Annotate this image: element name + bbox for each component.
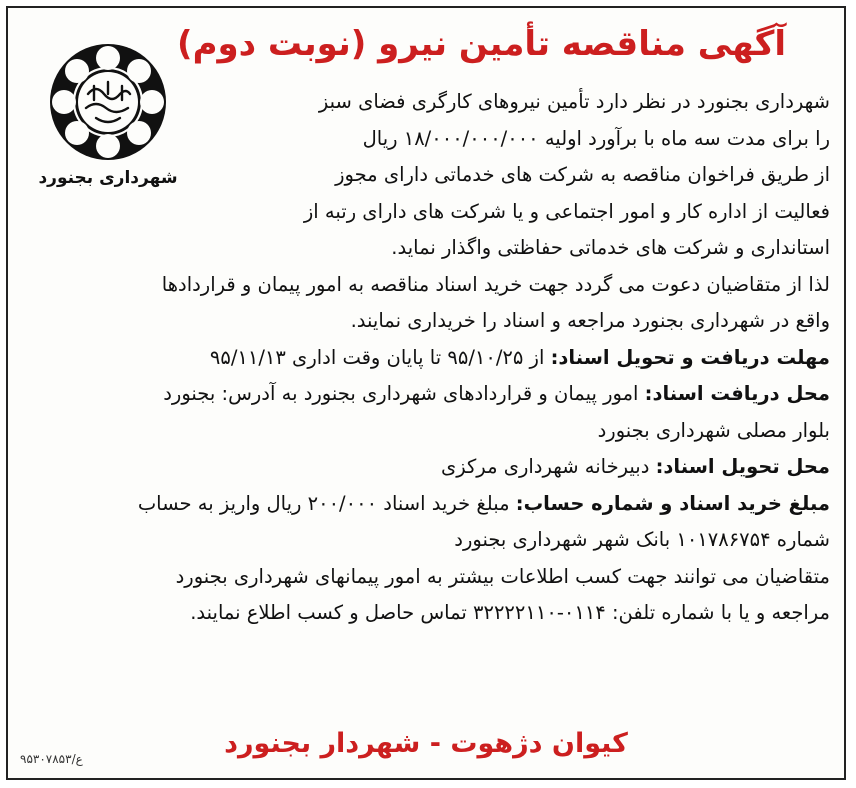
tender-notice bbox=[6, 6, 846, 780]
intro-line: فعالیت از اداره کار و امور اجتماعی و یا شرکت های دارای رتبه از bbox=[303, 199, 830, 223]
receive-place-row bbox=[14, 376, 830, 413]
deadline-label: مهلت دریافت و تحویل اسناد: bbox=[550, 345, 830, 369]
deadline-value: از ۹۵/۱۰/۲۵ تا پایان وقت اداری ۹۵/۱۱/۱۳ bbox=[209, 345, 545, 369]
purchase-row bbox=[14, 486, 830, 523]
logo-caption: شهرداری بجنورد bbox=[38, 168, 178, 188]
delivery-place-row bbox=[14, 449, 830, 486]
purchase-value: مبلغ خرید اسناد ۲۰۰/۰۰۰ ریال واریز به حساب bbox=[137, 491, 510, 515]
notice-body bbox=[14, 84, 830, 632]
intro-line: از طریق فراخوان مناقصه به شرکت های خدماتی دارای مجوز bbox=[335, 163, 830, 186]
contact-line: متقاضیان می توانند جهت کسب اطلاعات بیشتر به امور پیمانهای شهرداری بجنورد bbox=[175, 564, 830, 588]
delivery-place-value: دبیرخانه شهرداری مرکزی bbox=[441, 455, 650, 478]
signature: کیوان دژهوت - شهردار بجنورد bbox=[224, 728, 628, 759]
receive-place-row-2: بلوار مصلی شهرداری بجنورد bbox=[597, 418, 830, 442]
purchase-label: مبلغ خرید اسناد و شماره حساب: bbox=[515, 491, 830, 515]
notice-title: آگهی مناقصه تأمین نیرو (نوبت دوم) bbox=[177, 24, 786, 64]
delivery-place-label: محل تحویل اسناد: bbox=[655, 455, 830, 478]
purchase-row-2: شماره ۱۰۱۷۸۶۷۵۴ بانک شهر شهرداری بجنورد bbox=[454, 528, 830, 551]
intro-line: استانداری و شرکت های خدماتی حفاظتی واگذار نماید. bbox=[391, 236, 830, 259]
reference-code: ع/۹۵۳۰۷۸۵۳ bbox=[20, 752, 83, 766]
intro-line: لذا از متقاضیان دعوت می گردد جهت خرید اسناد مناقصه به امور پیمان و قراردادها bbox=[161, 272, 830, 296]
receive-place-value: امور پیمان و قراردادهای شهرداری بجنورد به آدرس: بجنورد bbox=[163, 382, 639, 405]
contact-line: مراجعه و یا با شماره تلفن: ۰۱۱۴-۳۲۲۲۲۱۱۰ تماس حاصل و کسب اطلاع نمایند. bbox=[190, 601, 830, 624]
intro-line: واقع در شهرداری بجنورد مراجعه و اسناد را خریداری نمایند. bbox=[350, 309, 830, 332]
deadline-row bbox=[14, 340, 830, 377]
intro-line: را برای مدت سه ماه با برآورد اولیه ۱۸/۰۰۰/۰۰۰/۰۰۰ ریال bbox=[362, 126, 830, 150]
receive-place-label: محل دریافت اسناد: bbox=[644, 382, 830, 405]
intro-line: شهرداری بجنورد در نظر دارد تأمین نیروهای کارگری فضای سبز bbox=[318, 90, 830, 113]
